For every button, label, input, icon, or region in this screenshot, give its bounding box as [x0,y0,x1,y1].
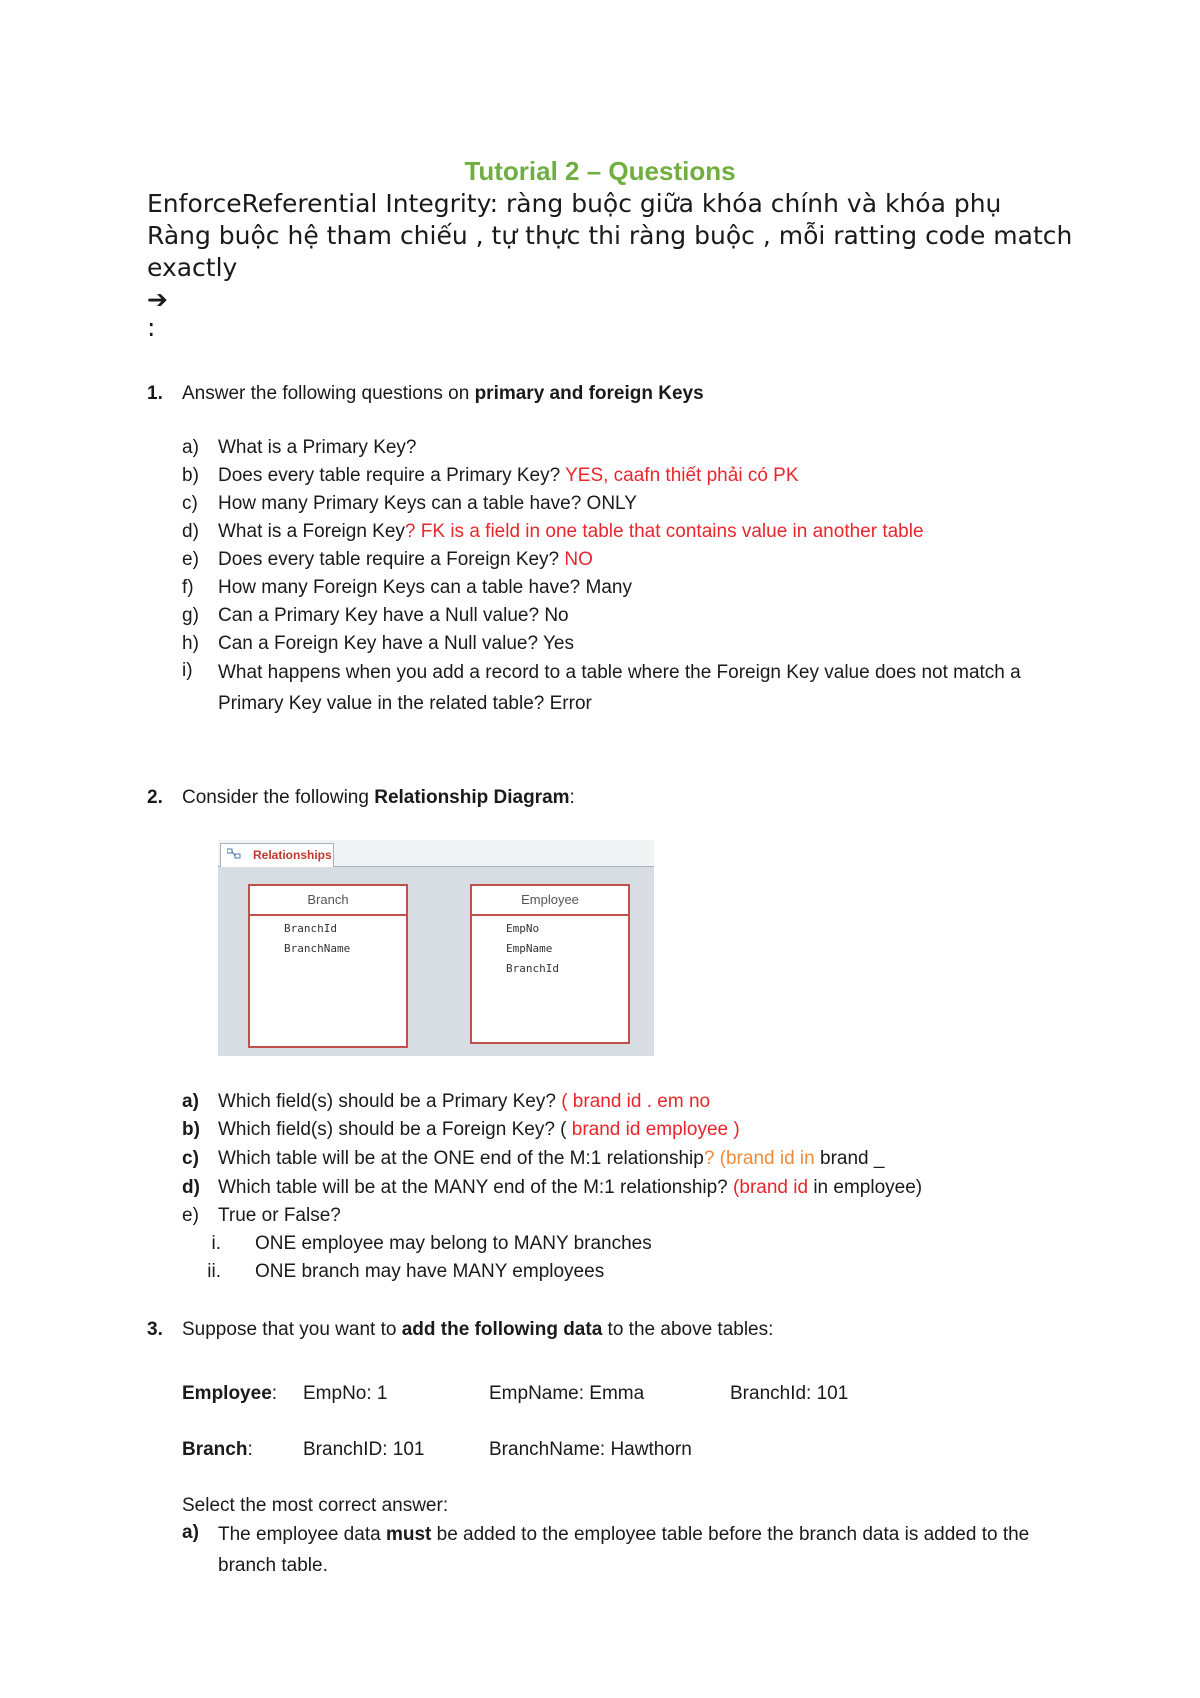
employee-table-title: Employee [472,886,628,916]
tab-label: Relationships [253,848,332,862]
intro-line-2: Ràng buộc hệ tham chiếu , tự thực thi ràng buộc , mỗi ratting code match exactly [147,221,1073,282]
diagram-tab-bar [218,840,654,867]
arrow-icon: ➔ [147,285,168,314]
field-branchid: BranchId [506,962,559,975]
question-text: Answer the following questions on primary and foreign Keys [182,383,704,404]
branch-table-box[interactable] [248,884,408,1048]
field-branchname: BranchName [284,942,351,955]
employee-table-box[interactable] [470,884,630,1044]
question-text: Consider the following Relationship Diagram: [182,787,575,808]
relationships-icon [227,848,241,860]
field-empno: EmpNo [506,922,540,935]
question-text: Suppose that you want to add the following data to the above tables: [182,1319,774,1340]
document-title: Tutorial 2 – Questions [464,156,736,186]
branch-table-title: Branch [250,886,406,916]
question-number: 1. [147,383,163,404]
intro-colon: : [147,313,156,342]
intro-notes [147,188,1087,340]
relationship-diagram [218,840,654,1056]
question-number: 2. [147,787,163,808]
intro-line-1: EnforceReferential Integrity: ràng buộc giữa khóa chính và khóa phụ [147,189,1002,218]
select-instruction: Select the most correct answer: [182,1495,449,1516]
tab-relationships[interactable] [220,843,334,867]
field-empname: EmpName [506,942,553,955]
field-branchid: BranchId [284,922,337,935]
question-number: 3. [147,1319,163,1340]
